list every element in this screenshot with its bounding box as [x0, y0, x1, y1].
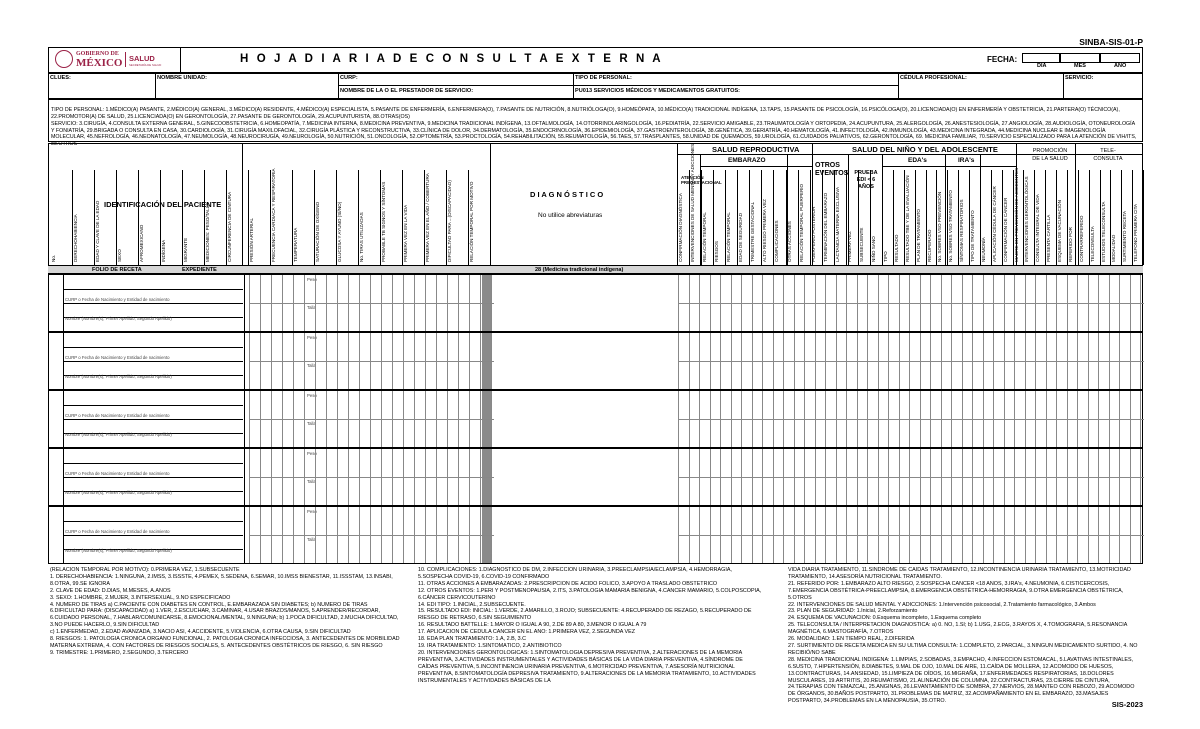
column-header: PUERPERIO POSTERIOR [810, 206, 816, 262]
logo-salud: SALUD [129, 54, 155, 63]
legend-right-item: 22. INTERVENCIONES DE SALUD MENTAL Y ADICCIONES: 1.Intervención psicosocial, 2.Tratamiento farmacológico, 3.Ambos [788, 601, 1096, 608]
column-header: No. [51, 254, 56, 262]
column-header: TELEFONO PRIMERA CITA [1133, 203, 1139, 262]
legend-right-item: VIDA DIARIA TRATAMIENTO, 11.SÍNDROME DE CAÍDAS TRATAMIENTO, 12.INCONTINENCIA URINARIA TRATAMIENTO, 13.MOTRICIDAD TRATAMIENTO, 14.ASESORÍA NUTRICIONAL TRATAMIENTO. [788, 567, 1131, 580]
column-header: RELACIÓN TEMPORAL [726, 212, 732, 262]
legend-right [788, 567, 1143, 705]
peso-field[interactable]: Peso [307, 277, 317, 282]
legend-left-item: 4. NÚMERO DE TIRAS a) C.PACIENTE CON DIABETES EN CONTROL, E.EMBARAZADA SIN DIABETES; b) NÚMERO DE TIRAS [50, 601, 368, 608]
patient-row[interactable] [48, 448, 1143, 506]
legend-left-item: (RELACIÓN TEMPORAL POR MOTIVO): 0.PRIMERA VEZ, 1.SUBSECUENTE [50, 567, 240, 573]
legend-right-item: 24. ESQUEMA DE VACUNACIÓN: 0.Esquema incompleto, 1.Esquema completo [788, 615, 982, 622]
fecha-dia-field[interactable] [1022, 53, 1060, 63]
fecha-dia-label: DÍA [1037, 63, 1047, 69]
column-header: PRIMERA VEZ EN LA VIDA [403, 204, 408, 262]
legend-middle-item: 15. RESULTADO EDI: INICIAL: 1.VERDE, 2.AMARILLO, 3.ROJO; SUBSECUENTE: 4.RECUPERADO DE REZAGO, 5.RECUPERADO DE RIESGO DE RETRASO, 6.SIN SEGUIMIENTO [418, 608, 752, 622]
talla-field[interactable]: Talla [307, 479, 316, 484]
column-header: EDAD Y CLAVE DE LA EDAD [95, 200, 100, 262]
page-title: H O J A D I A R I A D E C O N S U L T A E X T E R N A [240, 53, 664, 65]
column-header: MIGRANTE [183, 237, 188, 262]
column-header: RELACIÓN TEMPORAL [702, 212, 708, 262]
column-header: MODALIDAD [1111, 234, 1117, 262]
column-header: CONTRARREFERIDO [1078, 215, 1084, 262]
nombre-field[interactable]: Nombre (Nombre(s), Primer Apellido, Segundo Apellido) [65, 316, 172, 321]
government-logo [54, 49, 162, 71]
nombre-field[interactable]: Nombre (Nombre(s), Primer Apellido, Segundo Apellido) [65, 490, 172, 495]
column-header: PRESIÓN ARTERIAL [249, 217, 254, 262]
tipo-personal-field[interactable]: TIPO DE PERSONAL: [575, 75, 632, 81]
legend-middle-item: 12. OTROS EVENTOS: 1.PERI Y POSTMENOPAUSIA, 2.ITS, 3.PATOLOGÍA MAMARIA BENIGNA, 4.CÁNCER MAMARIO, 5.COLPOSCOPÍA, 6.CÁNCER CERVICOUTERINO [418, 587, 762, 601]
tipo-personal-catalog: TIPO DE PERSONAL: 1.MÉDICO(A) PASANTE, 2.MÉDICO(A) GENERAL, 3.MÉDICO(A) RESIDENTE, 4.MÉDICO(A) ESPECIALISTA, 5.PASANTE DE ENFERMERÍA, 6.ENFERMERA(O), 7.PASANTE DE NUTRICIÓN, 8.NUTRIÓLOGA(O), 9.HOMEÓPATA, 10.MÉDICO(A) TRADICIONAL INDÍGENA, 13.TAPS, 15.PASANTE DE PSICOLOGÍA, 16.PSICÓLOGA(O), 20.LICENCIADA(O) EN ENFERMERÍA Y OBSTETRICIA, 21.PARTERA(O) TÉCNICO(A), 22.PROMOTOR(A) DE SALUD, 25.LICENCIADA(O) EN GERONTOLOGÍA, 27.PASANTE DE GERONTOLOGÍA, 29.ACUPUNTURISTA, 88.OTRAS(OS) [51, 107, 1120, 120]
talla-field[interactable]: Talla [307, 537, 316, 542]
column-header: RECUPERADO [926, 229, 932, 262]
column-header: FRECUENCIA CARDIACA Y RESPIRATORIA [271, 168, 276, 262]
nombre-unidad-field[interactable]: NOMBRE UNIDAD: [157, 75, 208, 81]
column-header: TEMPERATURA [293, 227, 298, 262]
prueba-edi-title: PRUEBA EDI < 6 AÑOS [854, 170, 878, 190]
legend-left-item: 9. TRIMESTRE: 1.PRIMERO, 2.SEGUNDO, 3.TERCERO [50, 649, 189, 656]
column-header: MADRE EN PREVENCIÓN DE ACCIDENTES [1013, 167, 1019, 262]
legend-right-item: 25. TELECONSULTA / INTERPRETACIÓN DIAGNÓSTICA: a) 0. NO, 1.SÍ; b) 1.USG, 2.ECG, 3.RAYOS X, 4.TOMOGRAFÍA, 5.RESONANCIA MAGNÉTICA, 6.MASTOGRAFÍA, 7.OTROS [788, 622, 1128, 636]
column-header: PRIMERA VEZ EN EL AÑO / COBERTURA [425, 173, 430, 262]
column-header: INTERVENCIONES DE SALUD MENTAL Y ADICCIONES [690, 143, 696, 262]
cedula-field[interactable]: CÉDULA PROFESIONAL: [900, 75, 967, 81]
nombre-field[interactable]: Nombre (Nombre(s), Primer Apellido, Segundo Apellido) [65, 432, 172, 437]
column-header: AFROMEXICANO [139, 224, 144, 262]
promocion-title: PROMOCIÓN DE LA SALUD [1032, 148, 1068, 162]
column-header: NEUMONÍA [980, 237, 986, 262]
legend-left-item: 2. CLAVE DE EDAD: D.DÍAS, M.MESES, A.AÑOS [50, 587, 171, 594]
column-header: CONFIRMACIÓN DIAGNÓSTICA [678, 193, 683, 262]
patient-row[interactable] [48, 390, 1143, 448]
column-header: RELACIÓN TEMPORAL PUERPERIO [798, 183, 804, 262]
iras-title: IRA's [958, 157, 975, 164]
folio-receta-header: FOLIO DE RECETA [92, 267, 142, 273]
peso-field[interactable]: Peso [307, 393, 317, 398]
column-header: SURTIMIENTO RECETA [1122, 210, 1128, 262]
logo-salud-sub: SECRETARÍA DE SALUD [129, 63, 162, 67]
column-header: CONSULTA INTEGRAL DE VIDA [1035, 194, 1041, 262]
fecha-mes-label: MES [1074, 63, 1086, 69]
salud-nino-title: SALUD DEL NIÑO Y DEL ADOLESCENTE [852, 145, 998, 154]
logo-gob-line2: MÉXICO [76, 57, 123, 69]
diagnosis-ref-header: 28 (Medicina tradicional indígena) [535, 267, 624, 273]
legend-left-item: c) 1.ENFERMEDAD, 2.EDAD AVANZADA, 3.NACIÓ ASÍ, 4.ACCIDENTE, 5.VIOLENCIA, 6.OTRA CAUSA, 9.SIN DIFICULTAD [50, 629, 351, 636]
column-header: RELACIÓN TEMPORAL POR MOTIVO [469, 181, 474, 262]
patient-row[interactable] [48, 332, 1143, 390]
column-header: COMPLICACIONES [774, 220, 780, 262]
column-header: RESULTADO [893, 234, 899, 262]
column-header: TRIMESTRE GESTACIONAL [750, 201, 756, 262]
servicio-catalog: SERVICIO: 3.CIRUGÍA, 4.CONSULTA EXTERNA GENERAL, 5.GINECOOBSTETRICIA, 6.HOMEOPATÍA, 7.MEDICINA INTERNA, 8.MEDICINA PREVENTIVA, 9.MEDICINA TRADICIONAL INDÍGENA, 13.OFTALMOLOGÍA, 14.OTORRINOLARINGOLOGÍA, 16.PEDIATRÍA, 22.SERVICIO AMIGABLE, 23.TRAUMATOLOGÍA Y ORTOPEDIA, 24.ACUPUNTURA, 25.ALERGOLOGÍA, 26.ANESTESIOLOGÍA, 27.ANGIOLOGÍA, 28.AUDIOLOGÍA, OTONEUROLOGÍA Y FONIATRÍA, 29.BRIGADA O CONSULTA EN CASA, 30.CARDIOLOGÍA, 31.CIRUGÍA MAXILOFACIAL, 32.CIRUGÍA PLÁSTICA Y RECONSTRUCTIVA, 33.CLÍNICA DE DOLOR, 34.DERMATOLOGÍA, 35.ENDOCRINOLOGÍA, 36.EPIDEMIOLOGÍA, 37.GASTROENTEROLOGÍA, 38.GENÉTICA, 39.GERIATRÍA, 40.HEMATOLOGÍA, 41.INFECTOLOGÍA, 42.INMUNOLOGÍA, 43.MEDICINA INTEGRADA, 44.MEDICINA NUCLEAR E IMAGENOLOGÍA MOLECULAR, 45.NEFROLOGÍA, 46.NEONATOLOGÍA, 47.NEUMOLOGÍA, 48.NEUROCIRUGÍA, 49.NEUROLOGÍA, 50.NUTRICIÓN, 51.ONCOLOGÍA, 52.OPTOMETRÍA, 53.PROCTOLOGÍA, 54.REHABILITACIÓN, 55.REUMATOLOGÍA, 56.TAES, 57.TRASPLANTES, 58.UNIDAD DE QUEMADOS, 59.UROLOGÍA, 61.CUIDADOS PALIATIVOS, 62.GERONTOLOGÍA, 69. MEDICINA FAMILIAR, 70.SERVICIO ESPECIALIZADO PARA LA ATENCIÓN DE VIH/ITS, 88.OTROS [51, 121, 1137, 147]
clues-field[interactable]: CLUES: [50, 75, 71, 81]
servicio-field[interactable]: SERVICIO: [1065, 75, 1094, 81]
nombre-prestador-field[interactable]: NOMBRE DE LA O EL PRESTADOR DE SERVICIO: [340, 88, 474, 94]
legend-middle-item: 11. OTRAS ACCIONES A EMBARAZADAS: 2.PRESCRIPCIÓN DE ÁCIDO FÓLICO, 3.APOYO A TRASLADO OBSTÉTRICO [418, 580, 718, 587]
legend-right-item: 23. PLAN DE SEGURIDAD: 1.Inicial, 2.Reforzamiento [788, 608, 918, 615]
column-header: PLAN DE TRATAMIENTO [915, 208, 921, 262]
column-header: EDAD DE SEGURIDAD [738, 212, 744, 262]
curp-field[interactable]: CURP o Fecha de Nacimiento y Entidad de nacimiento [65, 471, 170, 476]
legend-left-item: 1. DERECHOHABIENCIA: 1.NINGUNA, 2.IMSS, 3.ISSSTE, 4.PEMEX, 5.SEDENA, 6.SEMAR, 10.IMSS BIENESTAR, 11.ISSSTAM, 13.INSABI, 8.OTRA, 99.SE IGNORA [50, 573, 393, 587]
peso-field[interactable]: Peso [307, 335, 317, 340]
column-header: GLUCOSA Y AYUNO (SÍ/NO) [337, 201, 342, 262]
form-code: SINBA-SIS-01-P [1079, 37, 1143, 47]
teleconsulta-title: TELE-CONSULTA [1093, 148, 1123, 162]
edas-title: EDA's [908, 157, 927, 164]
legend-left-item: 3. SEXO: 1.HOMBRE, 2.MUJER, 3.INTERSEXUAL, 9.NO ESPECIFICADO [50, 594, 231, 601]
fecha-anio-field[interactable] [1100, 53, 1140, 63]
column-header: SEXO [117, 249, 122, 262]
legend-right-item: 21. REFERIDO POR: 1.EMBARAZO ALTO RIESGO, 2.SOSPECHA CÁNCER <18 AÑOS, 3.IRA's, 4.NEUMONÍA, 6.CISTICERCOSIS, 7.EMERGENCIA OBSTÉTRICA-PREECLAMPSIA, 8.EMERGENCIA OBSTÉTRICA-HEMORRAGIA, 9.OTRA EMERGENCIA OBSTÉTRICA, 5.OTROS [788, 580, 1124, 601]
nombre-field[interactable]: Nombre (Nombre(s), Primer Apellido, Segundo Apellido) [65, 548, 172, 553]
column-header: PROBABLE TB SIGNOS Y SÍNTOMAS [381, 181, 386, 262]
atencion-pregestacional: ATENCIÓN PREGESTACIONAL [681, 175, 722, 185]
peso-field[interactable]: Peso [307, 451, 317, 456]
legend-middle-item: 20. INTERVENCIONES GERONTOLÓGICAS: 1.SINTOMATOLOGÍA DEPRESIVA PREVENTIVA, 2.ALTERACIONES DE LA MEMORIA PREVENTIVA, 3.ACTIVIDADES INSTRUMENTALES Y ACTIVIDADES BÁSICAS DE LA VIDA DIARIA PREVENTIVA, 4.SÍNDROME DE CAÍDAS PREVENTIVA, 5.INCONTINENCIA URINARIA PREVENTIVA, 6.MOTRICIDAD PREVENTIVA, 7.ASESORÍA NUTRICIONAL PREVENTIVA, 8.SINTOMATOLOGÍA DEPRESIVA TRATAMIENTO, 9.ALTERACIONES DE LA MEMORIA TRATAMIENTO, 10.ACTIVIDADES INSTRUMENTALES Y ACTIVIDADES BÁSICAS DE LA [418, 649, 756, 684]
otros-eventos-title: OTROS EVENTOS [815, 162, 849, 177]
column-header: No. SOBRES VSO PREVENCIÓN [937, 191, 943, 262]
column-header: INTERVENCIONES GERONTOLÓGICAS [1024, 176, 1030, 262]
diagnostico-subtitle: No utilice abreviaturas [538, 212, 603, 219]
curp-field[interactable]: CURP o Fecha de Nacimiento y Entidad de nacimiento [65, 529, 170, 534]
talla-field[interactable]: Talla [307, 421, 316, 426]
legend-middle-item: 17. APLICACIÓN DE CÉDULA CÁNCER EN EL AÑO: 1.PRIMERA VEZ, 2.SEGUNDA VEZ [418, 629, 635, 636]
column-header: TIPO [883, 251, 888, 262]
column-header: TELECONSULTA [1089, 226, 1095, 262]
column-header: CIRCUNFERENCIA DE CINTURA [227, 191, 232, 262]
legend-middle-item: 14. EDI TIPO: 1.INICIAL, 2.SUBSECUENTE. [418, 601, 526, 608]
curp-field[interactable]: CURP o Fecha de Nacimiento y Entidad de nacimiento [65, 355, 170, 360]
patient-row[interactable] [48, 274, 1143, 332]
column-header: RIESGOS [714, 241, 720, 262]
talla-field[interactable]: Talla [307, 363, 316, 368]
diagnostico-title: D I A G N Ó S T I C O [530, 190, 604, 199]
column-header: APLICACIÓN CÉDULA DE CÁNCER [991, 186, 997, 262]
column-header: ESTUDIOS TELECONSULTA [1100, 201, 1106, 262]
column-header: SUBSECUENTE [858, 227, 864, 262]
column-header: ESQUEMA DE VACUNACIÓN [1057, 200, 1062, 262]
curp-field[interactable]: CURP: [340, 75, 358, 81]
legend-middle-item: 19. IRA TRATAMIENTO: 1.SINTOMÁTICO, 2.ANTIBIÓTICO [418, 642, 562, 649]
curp-field[interactable]: CURP o Fecha de Nacimiento y Entidad de nacimiento [65, 297, 170, 302]
fecha-label: FECHA: [987, 55, 1018, 64]
column-header: TIPO DE TRATAMIENTO [970, 210, 975, 262]
legend-left-item: 8. RIESGOS: 1. PATOLOGÍA CRÓNICA ÓRGANO FUNCIONAL, 2. PATOLOGÍA CRÓNICA INFECCIOSA, 3. ANTECEDENTES DE MORBILIDAD MATERNA EXTREMA, 4. CON FACTORES DE RIESGOS SOCIALES, 5. ANTECEDENTES OBSTÉTRICOS DE RIESGO, 6. SIN RIESGO [50, 636, 400, 649]
column-header: No. SOBRES VSO TRATAMIENTO [948, 190, 954, 262]
legend-right-item: 27. SURTIMIENTO DE RECETA MÉDICA EN SU ÚLTIMA CONSULTA: 1.COMPLETO, 2.PARCIAL, 3.NINGUN MEDICAMENTO SURTIDO, 4. NO RECIBIÓ/NO SABE [788, 642, 1138, 656]
column-header: OTRAS ACCIONES [786, 221, 792, 262]
legend-middle-item: 10. COMPLICACIONES: 1.DIAGNÓSTICO DE DM, 2.INFECCIÓN URINARIA, 3.PREECLAMPSIA/ECLAMPSIA, 4.HEMORRAGIA, 5.SOSPECHA COVID-19, 6.COVID-19 CONFIRMADO [418, 567, 732, 580]
legend-right-item: 28. MEDICINA TRADICIONAL INDÍGENA: 1.LIMPIAS, 2.SOBADAS, 3.EMPACHO, 4.INFECCIÓN ESTOMACAL, 5.LAVATIVAS INTESTINALES, 6.SUSTO, 7.HIPERTENSIÓN, 8.DIABETES, 9.MAL DE OJO, 10.MAL DE AIRE, 11.CAÍDA DE MOLLERA, 12.ACOMODO DE HUESOS, 13.CONTRACTURAS, 14.ANSIEDAD, 15.LIMPIEZA DE OÍDOS, 16.MIGRAÑA, 17.ENFERMEDADES RESPIRATORIAS, 18.DOLORES MUSCULARES, 19.ARTRITIS, 20.REUMATISMO, 21.ALINEACIÓN DE COLUMNA, 22.CONTRACTURAS, 23.CIERRE DE CINTURA, 24.TERAPIAS CON TEMAZCAL, 25.ANGINAS, 26.LEVANTAMIENTO DE SOMBRA, 27.NERVIOS, 28.MANTEO CON REBOZO, 29.ACOMODO DE ÓRGANOS, 30.BAÑOS POSTPARTO, 31.PROBLEMAS DE MATRIZ, 32.ACOMPAÑAMIENTO EN EL EMBARAZO, 33.MASAJES POSTPARTO, 34.PROBLEMAS EN LA MENOPAUSIA, 35.OTRO. [788, 656, 1135, 705]
nombre-field[interactable]: Nombre (Nombre(s), Primer Apellido, Segundo Apellido) [65, 374, 172, 379]
column-header: CONFIRMACIÓN DE CÁNCER [1002, 197, 1008, 262]
footer-code: SIS-2023 [1111, 700, 1143, 709]
identificacion-title: IDENTIFICACIÓN DEL PACIENTE [104, 200, 222, 209]
fecha-mes-field[interactable] [1060, 53, 1100, 63]
column-header: RESULTADO TBE Y DE LA EVALUACIÓN [904, 175, 910, 262]
column-header: DIFICULTAD PARA ...(DISCAPACIDAD) [447, 180, 452, 262]
legend-middle-item: 16. RESULTADO BATTELLE: 1.MAYOR O IGUAL A 90, 2.DE 89 A 80, 3.MENOR O IGUAL A 79 [418, 622, 647, 629]
legend-right-item: 26. MODALIDAD: 1.EN TIEMPO REAL, 2.DIFERIDA [788, 636, 915, 643]
column-header: No. TIRAS UTILIZADAS [359, 212, 364, 262]
column-header: MEDICIONES: PESO/TALLA [205, 202, 210, 262]
legend-middle-item: 18. EDA PLAN TRATAMIENTO: 1.A, 2.B, 3.C [418, 636, 527, 643]
fecha-anio-label: AÑO [1114, 63, 1127, 69]
legend-middle [418, 567, 763, 684]
patient-row[interactable] [48, 506, 1143, 564]
salud-reproductiva-title: SALUD REPRODUCTIVA [712, 145, 800, 154]
peso-field[interactable]: Peso [307, 509, 317, 514]
logo-gob-line1: GOBIERNO DE [76, 51, 119, 57]
column-header: LACTANCIA MATERNA EXCLUSIVA [834, 186, 840, 262]
column-header: TERMINACIÓN DEL EMBARAZO [822, 192, 828, 262]
expediente-header: EXPEDIENTE [182, 267, 217, 273]
talla-field[interactable]: Talla [307, 305, 316, 310]
column-header: NIÑO SANO [870, 236, 876, 262]
column-header: SÍNTOMAS RESPIRATORIOS [959, 199, 965, 262]
pu013-field[interactable]: PU013 SERVICIOS MÉDICOS Y MEDICAMENTOS GRATUITOS: [575, 88, 741, 94]
column-header: ALTO RIESGO PRIMERA VEZ [762, 199, 768, 262]
embarazo-title: EMBARAZO [728, 157, 766, 164]
legend-left-item: 6.DIFICULTAD PARA: (DISCAPACIDAD) a) 1.VER, 2.ESCUCHAR, 3.CAMINAR, 4.USAR BRAZOS/MANOS, 5.APRENDER/RECORDAR, 6.CUIDADO PERSONAL, 7.HABLAR/COMUNICARSE, 8.EMOCIONAL/MENTAL, 9.NINGUNA; b) 1.POCA DIFICULTAD, 2.MUCHA DIFICULTAD, 3.NO PUEDE HACERLO, 9.SIN DIFICULTAD [50, 608, 399, 629]
column-header: DERECHOHABIENCIA [73, 214, 78, 262]
column-header: SATURACIÓN DE OXÍGENO [315, 201, 320, 262]
column-header: PRIMERA VEZ [846, 231, 852, 262]
curp-field[interactable]: CURP o Fecha de Nacimiento y Entidad de nacimiento [65, 413, 170, 418]
column-header: INDÍGENA [161, 239, 166, 262]
column-header: REFERIDO POR [1067, 227, 1073, 262]
legend-left [50, 567, 410, 657]
column-header: PRESENTA CARTILLA [1046, 214, 1052, 262]
eagle-seal-icon [55, 50, 73, 68]
